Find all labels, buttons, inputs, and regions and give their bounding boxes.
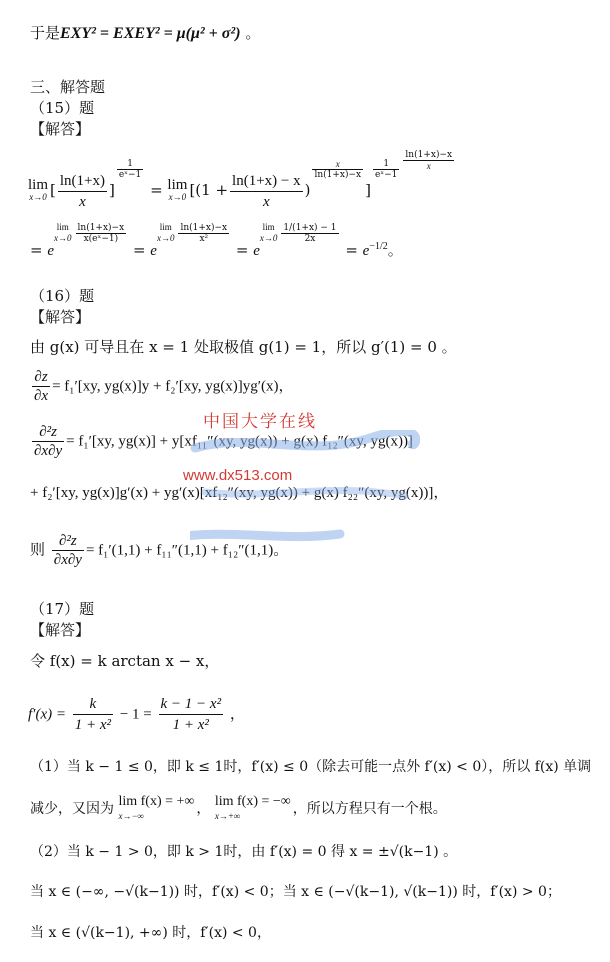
q17-lim2: lim f(x) = −∞ (214, 794, 291, 809)
q16-dz: ∂z (32, 368, 50, 387)
q15-num1: ln(1+x) (58, 171, 107, 192)
intro-end: 。 (245, 24, 261, 42)
intro-line (30, 24, 260, 43)
q15-exp1-den: eˣ−1 (118, 170, 142, 180)
q16-line5-rhs: = f₁′(1,1) + f₁₁″(1,1) + f₁₂″(1,1)。 (85, 542, 289, 559)
q16-line2 (30, 368, 294, 405)
q17-case2-b: 当 x ∈ (√(k−1), +∞) 时，f′(x) < 0， (30, 925, 271, 941)
q15-e1-num: ln(1+x)−x (77, 223, 125, 233)
q15-expb-num: 1 (373, 159, 399, 170)
q15-e3-num: 1/(1+x) − 1 (283, 223, 337, 233)
q16-dx: ∂x (34, 388, 49, 404)
q17-case2: （2）当 k − 1 > 0，即 k > 1时，由 f′(x) = 0 得 x = ±√(k−1) 。 (30, 844, 458, 860)
q15-result-exp: −1/2 (369, 241, 388, 252)
q15-expb-den: eˣ−1 (375, 170, 398, 180)
q17-mid: − 1 = (119, 706, 152, 723)
intro-formula: EXY² = EXEY² = μ(μ² + σ²) (60, 25, 241, 42)
q15-e2-num: ln(1+x)−x (180, 223, 228, 233)
q16-answer-heading: 【解答】 (30, 308, 91, 326)
q15-den1: x (79, 193, 86, 210)
blue-scribble-overlay (190, 430, 420, 560)
q17-f1-den: 1 + x² (74, 717, 112, 733)
intro-prefix: 于是 (30, 24, 61, 42)
q16-line1: 由 g(x) 可导且在 x = 1 处取极值 g(1) = 1，所以 g′(1) = 0 。 (30, 338, 457, 356)
q15-end: 。 (387, 241, 403, 259)
section-title: 三、解答题 (30, 78, 106, 96)
q15-exp1-num: 1 (117, 159, 143, 170)
q17-case1-b1: 减少，又因为 (30, 801, 114, 817)
q15-line1: lim x→0 [ $\frac{\ln(1+x)}{x}$ ] $\frac{1}{\text{eˣ−1}}$ = lim x→0 [(1 + $\frac{\ln(1+x) - x}{x}$ ) $\frac{x}{\ln(1+x)-x}$ ] $\frac{1}{\text{eˣ−1}}$ $\frac{\ln(1+x)-x}{x}$ (28, 150, 453, 210)
q16-line3-rhs: = f₁′[xy, yg(x)] + y[xf₁₁″(xy, yg(x)) + g(x) f₁₂″(xy, yg(x))] (66, 433, 413, 450)
q16-line4: + f₂′[xy, yg(x)]g′(x) + yg′(x)[xf₁₂″(xy, yg(x)) + g(x) f₂₂″(xy, yg(x))]， (30, 485, 449, 501)
q17-f2-den: 1 + x² (172, 717, 209, 733)
q17-answer-heading: 【解答】 (30, 621, 91, 639)
q17-f2-num: k − 1 − x² (159, 694, 224, 715)
q17-line1: 令 f(x) = k arctan x − x， (30, 652, 220, 670)
q16-line5-prefix: 则 (30, 540, 46, 559)
q15-lim: lim (28, 177, 49, 193)
q17-case2-a: 当 x ∈ (−∞, −√(k−1)) 时，f′(x) < 0；当 x ∈ (−√(k−1), √(k−1)) 时，f′(x) > 0； (30, 884, 561, 900)
q17-line2 (28, 694, 245, 735)
q17-fprime-lhs: f′(x) = (28, 706, 66, 723)
q16-label: （16）题 (30, 287, 95, 305)
q17-case1-a: （1）当 k − 1 ≤ 0，即 k ≤ 1时，f′(x) ≤ 0（除去可能一点外 f′(x) < 0），所以 f(x) 单调 (30, 759, 592, 775)
q16-dxdy: ∂x∂y (34, 443, 63, 459)
q15-line2: = elim x→0 $\frac{\ln(1+x)-x}{\text{x(eˣ−1)}}$ = elim x→0 $\frac{\ln(1+x)-x}{\text{x²}}$ = elim x→0 $\frac{1/(1+x) - 1}{2x}$ = $e^{-1/2}$。 (30, 222, 403, 259)
q17-label: （17）题 (30, 600, 95, 618)
q16-line2-rhs: = f₁′[xy, yg(x)]y + f₂′[xy, yg(x)]yg′(x)， (52, 378, 294, 395)
watermark-url: www.dx513.com (183, 467, 293, 484)
q17-lim1-sub: x→−∞ (118, 811, 144, 821)
q15-label: （15）题 (30, 99, 95, 117)
q16-d2z: ∂²z (32, 423, 64, 442)
q15-num2: ln(1+x) − x (230, 171, 303, 192)
q15-expc-num: ln(1+x)−x (405, 150, 453, 160)
q17-case1-b2: ，所以方程只有一个根。 (292, 801, 447, 817)
watermark-cn: 中国大学在线 (203, 412, 317, 431)
q15-e2-den: x² (199, 234, 209, 244)
q16-line5: 则 $\frac{\text{∂²z}}{\partial x\partial y}$ = f₁′(1,1) + f₁₁″(1,1) + f₁₂″(1,1)。 (30, 533, 289, 568)
q17-lim1: lim f(x) = +∞ (118, 794, 195, 809)
q15-e3-den: 2x (304, 234, 316, 244)
q15-expc-den: x (426, 161, 431, 171)
q15-expa-den: ln(1+x)−x (314, 170, 362, 180)
q17-lim2-sub: x→+∞ (214, 811, 241, 821)
q15-den2: x (262, 193, 270, 210)
q15-e1-den: x(eˣ−1) (83, 234, 119, 244)
q17-line2-end: ， (229, 704, 245, 723)
q15-lim-cond: x→0 (29, 192, 47, 202)
q15-answer-heading: 【解答】 (30, 120, 91, 138)
q17-f1-num: k (73, 694, 113, 715)
q15-eq: = (150, 181, 163, 199)
q15-expa-num: x (312, 159, 363, 170)
q17-case1-b: 减少，又因为 lim f(x) = +∞ x→−∞ ， lim f(x) = −∞ x→+∞ ，所以方程只有一个根。 (30, 794, 447, 821)
